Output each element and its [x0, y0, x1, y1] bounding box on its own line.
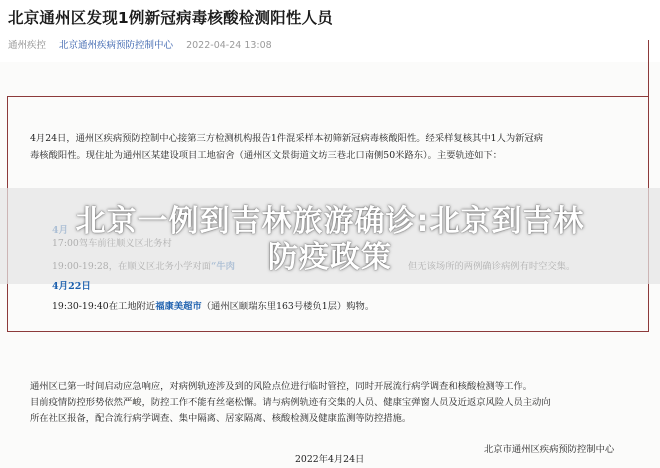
article-meta	[8, 37, 272, 51]
publisher-link[interactable]: 北京通州疾病预防控制中心	[59, 40, 174, 51]
signature-date: 2022年4月24日	[295, 454, 365, 465]
notice-closing-line3: 所在社区报备，配合流行病学调查、集中隔离、居家隔离、核酸检测及健康监测等防控措施。	[30, 413, 412, 424]
notice-frame-edge	[648, 40, 649, 100]
notice-closing-line2: 目前疫情防控形势依然严峻，防控工作不能有丝毫松懈。请与病例轨迹有交集的人员、健康宝弹窗人员及近返京风险人员主动向	[30, 397, 551, 408]
notice-intro-line1: 4月24日，通州区疾病预防控制中心接第三方检测机构报告1件混采样本初筛新冠病毒核酸阳性。经采样复核其中1人为新冠病	[30, 133, 544, 144]
article-datetime: 2022-04-24 13:08	[186, 40, 272, 51]
signature-org: 北京市通州区疾病预防控制中心	[484, 444, 615, 455]
article-title: 北京通州区发现1例新冠病毒核酸检测阳性人员	[8, 9, 333, 27]
article-header	[0, 0, 660, 62]
trace-entry-3: 19:30-19:40在工地附近福康美超市（通州区颐瑞东里163号楼负1层）购物。	[52, 301, 375, 312]
banner-line-2: 防疫政策	[268, 240, 392, 275]
trace-date-2: 4月22日	[52, 281, 91, 292]
article-source: 通州疾控	[8, 40, 47, 51]
headline-banner	[0, 188, 660, 284]
banner-line-1: 北京一例到吉林旅游确诊:北京到吉林	[75, 204, 585, 239]
notice-intro-line2: 毒核酸阳性。现住址为通州区某建设项目工地宿舍（通州区文景街道文坊三巷北口南侧50米路东）。主要轨迹如下：	[30, 150, 503, 161]
notice-closing-line1: 通州区已第一时间启动应急响应，对病例轨迹涉及到的风险点位进行临时管控，同时开展流行病学调查和核酸检测等工作。	[30, 381, 533, 392]
